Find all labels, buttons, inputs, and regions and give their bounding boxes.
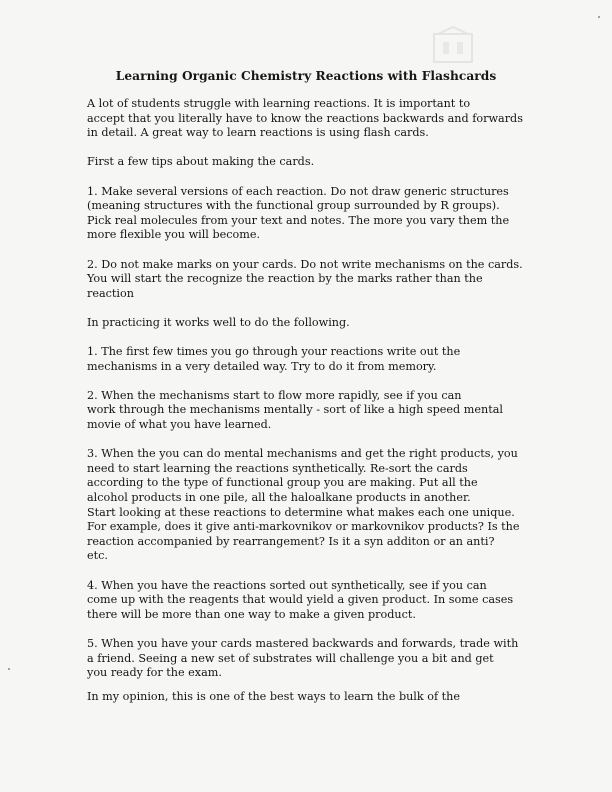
text-line: according to the type of functional group you are making. Put all the [87, 476, 478, 490]
text-line: 1. Make several versions of each reaction. Do not draw generic structures [87, 184, 509, 198]
paragraph [87, 389, 527, 433]
text-line: alcohol products in one pile, all the haloalkane products in another. [87, 491, 471, 505]
text-line: accept that you literally have to know the reactions backwards and forwards [87, 111, 523, 125]
text-line: For example, does it give anti-markovnikov or markovnikov products? Is the [87, 520, 520, 534]
watermark-logo-icon [430, 26, 476, 66]
text-line: work through the mechanisms mentally - sort of like a high speed mental [87, 403, 503, 417]
paragraph [87, 185, 527, 243]
text-line: Start looking at these reactions to determine what makes each one unique. [87, 505, 515, 519]
text-line: come up with the reagents that would yield a given product. In some cases [87, 593, 514, 607]
text-line: You will start the recognize the reaction by the marks rather than the [87, 272, 483, 286]
paragraph [87, 579, 527, 623]
text-line: need to start learning the reactions synthetically. Re-sort the cards [87, 461, 468, 475]
text-line: 5. When you have your cards mastered backwards and forwards, trade with [87, 636, 519, 650]
text-line: In practicing it works well to do the following. [87, 315, 350, 329]
text-line: 4. When you have the reactions sorted out synthetically, see if you can [87, 578, 487, 592]
closing-line: In my opinion, this is one of the best ways to learn the bulk of the [87, 690, 460, 703]
text-line: (meaning structures with the functional group surrounded by R groups). [87, 199, 500, 213]
scan-speck [598, 16, 600, 18]
text-line: etc. [87, 549, 108, 563]
text-line: 2. When the mechanisms start to flow more rapidly, see if you can [87, 388, 462, 402]
text-line: 2. Do not make marks on your cards. Do not write mechanisms on the cards. [87, 257, 523, 271]
document-body [87, 97, 527, 695]
text-line: Pick real molecules from your text and notes. The more you vary them the [87, 213, 510, 227]
text-line: movie of what you have learned. [87, 418, 272, 432]
paragraph [87, 345, 527, 374]
text-line: A lot of students struggle with learning reactions. It is important to [87, 97, 471, 110]
paragraph [87, 155, 527, 170]
text-line: mechanisms in a very detailed way. Try to do it from memory. [87, 359, 437, 373]
text-line: a friend. Seeing a new set of substrates will challenge you a bit and get [87, 651, 494, 665]
document-title: Learning Organic Chemistry Reactions with Flashcards [115, 69, 497, 83]
text-line: 1. The first few times you go through your reactions write out the [87, 345, 461, 359]
text-line: 3. When the you can do mental mechanisms and get the right products, you [87, 447, 518, 461]
text-line: there will be more than one way to make a given product. [87, 607, 416, 621]
text-line: reaction accompanied by rearrangement? Is it a syn additon or an anti? [87, 534, 495, 548]
paragraph [87, 447, 527, 564]
text-line: First a few tips about making the cards. [87, 155, 315, 169]
paragraph [87, 637, 527, 681]
text-line: more flexible you will become. [87, 228, 261, 242]
paragraph [87, 316, 527, 331]
paragraph [87, 258, 527, 302]
text-line: you ready for the exam. [87, 666, 222, 680]
text-line: reaction [87, 286, 134, 300]
paragraph [87, 97, 527, 141]
text-line: in detail. A great way to learn reactions is using flash cards. [87, 126, 429, 140]
scan-speck [8, 668, 10, 670]
